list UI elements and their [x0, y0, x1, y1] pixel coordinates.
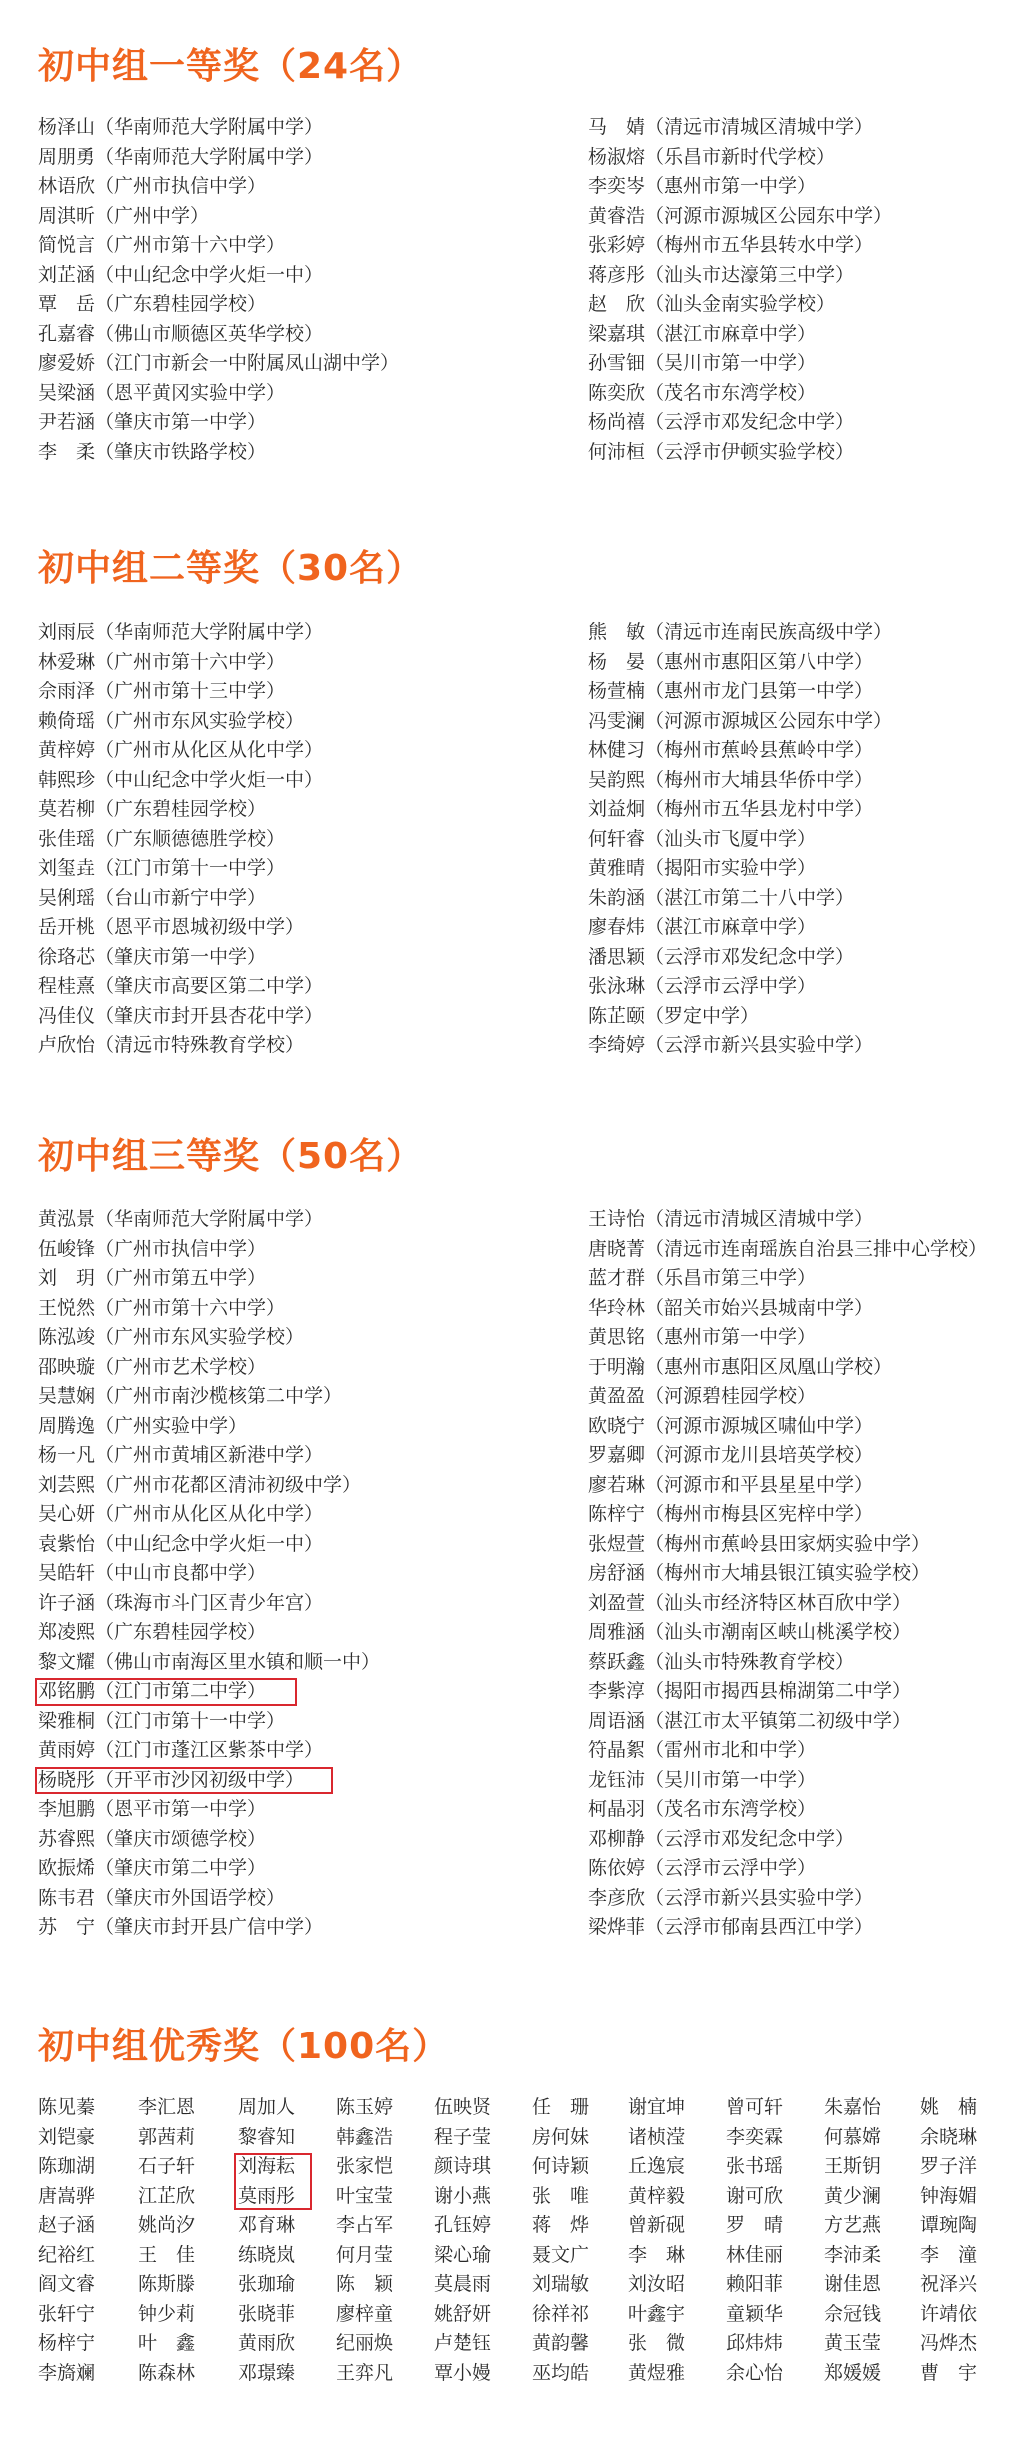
award-entry: 杨一凡（广州市黄埔区新港中学） — [38, 1444, 324, 1466]
name-cell: 叶 鑫 — [138, 2332, 196, 2354]
name-cell: 冯烨杰 — [920, 2332, 978, 2354]
name-row — [38, 2152, 1004, 2182]
award-entry: 孔嘉睿（佛山市顺德区英华学校） — [38, 322, 324, 345]
name-row — [38, 2182, 1004, 2212]
award-entry: 刘雨辰（华南师范大学附属中学） — [38, 621, 324, 643]
excellent-name-grid — [38, 2093, 1004, 2388]
name-cell: 唐嵩骅 — [38, 2184, 96, 2207]
name-cell: 练晓岚 — [238, 2243, 296, 2266]
name-cell: 林佳丽 — [726, 2243, 784, 2266]
name-cell: 黄雨欣 — [238, 2332, 296, 2354]
name-cell: 张家恺 — [336, 2155, 394, 2177]
award-entry: 华玲林（韶关市始兴县城南中学） — [588, 1296, 874, 1319]
name-cell: 佘冠钱 — [824, 2302, 882, 2325]
name-cell: 黄煜雅 — [628, 2361, 686, 2384]
name-cell: 莫晨雨 — [434, 2273, 492, 2295]
award-entry: 符晶絮（雷州市北和中学） — [588, 1739, 817, 1761]
award-entry: 刘玺垚（江门市第十一中学） — [38, 857, 286, 879]
name-cell: 卢楚钰 — [434, 2332, 492, 2354]
award-entry: 周淇昕（广州中学） — [38, 204, 210, 227]
award-entry: 张泳琳（云浮市云浮中学） — [588, 975, 817, 997]
award-entry: 刘盈萱（汕头市经济特区林百欣中学） — [588, 1591, 912, 1614]
name-cell: 韩鑫浩 — [336, 2125, 394, 2148]
award-entry: 李紫淳（揭阳市揭西县棉湖第二中学） — [588, 1680, 912, 1702]
award-entry: 李绮婷（云浮市新兴县实验中学） — [588, 1034, 874, 1056]
award-entry: 唐晓菁（清远市连南瑶族自治县三排中心学校） — [588, 1237, 988, 1260]
name-cell: 梁心瑜 — [434, 2243, 492, 2266]
award-entry: 林健习（梅州市蕉岭县蕉岭中学） — [588, 739, 874, 761]
award-entry: 陈韦君（肇庆市外国语学校） — [38, 1886, 286, 1909]
award-entry: 林语欣（广州市执信中学） — [38, 175, 267, 197]
award-entry: 冯雯澜（河源市源城区公园东中学） — [588, 709, 893, 732]
award-entry: 张彩婷（梅州市五华县转水中学） — [588, 234, 874, 256]
award-entry: 杨萱楠（惠州市龙门县第一中学） — [588, 680, 874, 702]
highlight-box — [234, 2153, 312, 2210]
name-cell: 巫均皓 — [532, 2361, 590, 2384]
award-entry: 王悦然（广州市第十六中学） — [38, 1296, 286, 1319]
award-entry: 欧振烯（肇庆市第二中学） — [38, 1857, 267, 1879]
award-entry: 尹若涵（肇庆市第一中学） — [38, 411, 267, 433]
award-entry: 李 柔（肇庆市铁路学校） — [38, 440, 267, 463]
award-entry: 房舒涵（梅州市大埔县银江镇实验学校） — [588, 1562, 931, 1584]
award-entry: 黄泓景（华南师范大学附属中学） — [38, 1208, 324, 1230]
name-cell: 任 珊 — [532, 2096, 590, 2118]
award-entry: 吴皓轩（中山市良都中学） — [38, 1562, 267, 1584]
name-cell: 姚舒妍 — [434, 2302, 492, 2325]
name-row — [38, 2241, 1004, 2271]
award-entry: 周朋勇（华南师范大学附属中学） — [38, 145, 324, 168]
award-entry: 覃 岳（广东碧桂园学校） — [38, 293, 267, 315]
award-entry: 梁烨菲（云浮市郁南县西江中学） — [588, 1916, 874, 1938]
section-title: 初中组一等奖（24名） — [38, 46, 424, 87]
award-column-right — [588, 113, 1028, 467]
award-column-right — [588, 1205, 1028, 1943]
award-entry: 蒋彦彤（汕头市达濠第三中学） — [588, 263, 855, 286]
name-cell: 王弈凡 — [336, 2361, 394, 2384]
name-cell: 陈 颖 — [336, 2273, 394, 2295]
name-cell: 莫雨彤 — [238, 2184, 296, 2207]
name-cell: 刘瑞敏 — [532, 2273, 590, 2295]
name-cell: 谢宜坤 — [628, 2096, 686, 2118]
name-row — [38, 2300, 1004, 2330]
name-cell: 张珈瑜 — [238, 2273, 296, 2295]
award-entry: 林爱琳（广州市第十六中学） — [38, 650, 286, 673]
name-cell: 陈斯滕 — [138, 2273, 196, 2295]
award-entry: 龙钰沛（吴川市第一中学） — [588, 1768, 817, 1791]
name-cell: 黄玉莹 — [824, 2332, 882, 2354]
name-cell: 陈森林 — [138, 2361, 196, 2384]
name-cell: 颜诗琪 — [434, 2155, 492, 2177]
award-entry: 李彦欣（云浮市新兴县实验中学） — [588, 1886, 874, 1909]
name-cell: 徐祥祁 — [532, 2302, 590, 2325]
award-entry: 苏睿熙（肇庆市颂德学校） — [38, 1827, 267, 1850]
award-entry: 熊 敏（清远市连南民族高级中学） — [588, 621, 893, 643]
award-entry: 吴韵熙（梅州市大埔县华侨中学） — [588, 768, 874, 791]
award-entry: 李旭鹏（恩平市第一中学） — [38, 1798, 267, 1820]
award-entry: 欧晓宁（河源市源城区啸仙中学） — [588, 1414, 874, 1437]
name-cell: 罗子洋 — [920, 2155, 978, 2177]
name-cell: 何诗颖 — [532, 2155, 590, 2177]
award-column-left — [38, 618, 578, 1061]
award-entry: 黄睿浩（河源市源城区公园东中学） — [588, 204, 893, 227]
award-entry: 吴俐瑶（台山市新宁中学） — [38, 886, 267, 909]
award-entry: 周腾逸（广州实验中学） — [38, 1414, 248, 1437]
name-cell: 廖梓童 — [336, 2302, 394, 2325]
name-cell: 王 佳 — [138, 2243, 196, 2266]
award-entry: 蔡跃鑫（汕头市特殊教育学校） — [588, 1650, 855, 1673]
name-cell: 孔钰婷 — [434, 2214, 492, 2236]
name-cell: 张 唯 — [532, 2184, 590, 2207]
award-column-left — [38, 1205, 578, 1943]
name-cell: 周加人 — [238, 2096, 296, 2118]
name-cell: 许靖依 — [920, 2302, 978, 2325]
name-cell: 黎睿知 — [238, 2125, 296, 2148]
name-cell: 曾可轩 — [726, 2096, 784, 2118]
name-cell: 刘汝昭 — [628, 2273, 686, 2295]
award-entry: 刘芷涵（中山纪念中学火炬一中） — [38, 263, 324, 286]
award-entry: 简悦言（广州市第十六中学） — [38, 234, 286, 256]
award-entry: 柯晶羽（茂名市东湾学校） — [588, 1798, 817, 1820]
name-row — [38, 2329, 1004, 2359]
award-entry: 马 婧（清远市清城区清城中学） — [588, 116, 874, 138]
name-cell: 李沛柔 — [824, 2243, 882, 2266]
award-entry: 吴梁涵（恩平黄冈实验中学） — [38, 381, 286, 404]
name-cell: 刘铠豪 — [38, 2125, 96, 2148]
award-entry: 何轩睿（汕头市飞厦中学） — [588, 827, 817, 850]
award-entry: 邓柳静（云浮市邓发纪念中学） — [588, 1827, 855, 1850]
award-entry: 梁雅桐（江门市第十一中学） — [38, 1709, 286, 1732]
section-title: 初中组优秀奖（100名） — [38, 2026, 450, 2067]
award-entry: 赖倚瑶（广州市东风实验学校） — [38, 709, 305, 732]
name-cell: 罗 晴 — [726, 2214, 784, 2236]
award-entry: 佘雨泽（广州市第十三中学） — [38, 680, 286, 702]
name-row — [38, 2359, 1004, 2389]
award-column-right — [588, 618, 1028, 1061]
award-entry: 陈依婷（云浮市云浮中学） — [588, 1857, 817, 1879]
name-cell: 王斯钥 — [824, 2155, 882, 2177]
name-cell: 杨梓宁 — [38, 2332, 96, 2354]
award-entry: 吴心妍（广州市从化区从化中学） — [38, 1503, 324, 1525]
name-cell: 江芷欣 — [138, 2184, 196, 2207]
award-entry: 罗嘉卿（河源市龙川县培英学校） — [588, 1444, 874, 1466]
section-title: 初中组三等奖（50名） — [38, 1136, 424, 1177]
name-cell: 姚 楠 — [920, 2096, 978, 2118]
name-cell: 谢小燕 — [434, 2184, 492, 2207]
name-row — [38, 2270, 1004, 2300]
name-cell: 程子莹 — [434, 2125, 492, 2148]
name-cell: 童颖华 — [726, 2302, 784, 2325]
award-entry: 黄盈盈（河源碧桂园学校） — [588, 1385, 817, 1407]
award-entry: 孙雪钿（吴川市第一中学） — [588, 352, 817, 374]
award-entry: 莫若柳（广东碧桂园学校） — [38, 798, 267, 820]
name-cell: 蒋 烨 — [532, 2214, 590, 2236]
award-entry: 伍峻锋（广州市执信中学） — [38, 1237, 267, 1260]
name-cell: 郑媛媛 — [824, 2361, 882, 2384]
award-entry: 廖春炜（湛江市麻章中学） — [588, 916, 817, 938]
name-cell: 赵子涵 — [38, 2214, 96, 2236]
award-entry: 李奕岑（惠州市第一中学） — [588, 175, 817, 197]
award-entry-highlighted: 邓铭鹏（江门市第二中学） — [38, 1677, 578, 1707]
name-cell: 余晓琳 — [920, 2125, 978, 2148]
name-cell: 聂文广 — [532, 2243, 590, 2266]
award-entry: 黄雨婷（江门市蓬江区紫茶中学） — [38, 1739, 324, 1761]
name-cell: 朱嘉怡 — [824, 2096, 882, 2118]
award-entry: 郑凌熙（广东碧桂园学校） — [38, 1621, 267, 1643]
award-entry: 廖若琳（河源市和平县星星中学） — [588, 1473, 874, 1496]
name-row — [38, 2211, 1004, 2241]
award-entry: 黄梓婷（广州市从化区从化中学） — [38, 739, 324, 761]
award-entry: 陈奕欣（茂名市东湾学校） — [588, 381, 817, 404]
award-entry: 何沛桓（云浮市伊顿实验学校） — [588, 440, 855, 463]
award-entry: 刘芸熙（广州市花都区清沛初级中学） — [38, 1473, 362, 1496]
name-cell: 房何妹 — [532, 2125, 590, 2148]
name-cell: 郭茜莉 — [138, 2125, 196, 2148]
award-entry: 赵 欣（汕头金南实验学校） — [588, 293, 836, 315]
name-cell: 曹 宇 — [920, 2361, 978, 2384]
name-cell: 黄韵馨 — [532, 2332, 590, 2354]
award-entry: 陈泓竣（广州市东风实验学校） — [38, 1326, 305, 1348]
name-cell: 黄梓毅 — [628, 2184, 686, 2207]
award-entry: 卢欣怡（清远市特殊教育学校） — [38, 1034, 305, 1056]
name-row — [38, 2123, 1004, 2153]
name-cell: 黄少澜 — [824, 2184, 882, 2207]
award-entry: 张佳瑶（广东顺德德胜学校） — [38, 827, 286, 850]
award-entry: 王诗怡（清远市清城区清城中学） — [588, 1208, 874, 1230]
name-cell: 赖阳菲 — [726, 2273, 784, 2295]
name-cell: 祝泽兴 — [920, 2273, 978, 2295]
award-entry: 梁嘉琪（湛江市麻章中学） — [588, 322, 817, 345]
name-row — [38, 2093, 1004, 2123]
award-entry: 黄雅晴（揭阳市实验中学） — [588, 857, 817, 879]
name-cell: 李汇恩 — [138, 2096, 196, 2118]
award-entry: 潘思颖（云浮市邓发纪念中学） — [588, 945, 855, 968]
name-cell: 张 微 — [628, 2332, 686, 2354]
name-cell: 阎文睿 — [38, 2273, 96, 2295]
name-cell: 陈见蓁 — [38, 2096, 96, 2118]
award-entry: 苏 宁（肇庆市封开县广信中学） — [38, 1916, 324, 1938]
award-entry-highlighted: 杨晓彤（开平市沙冈初级中学） — [38, 1766, 578, 1796]
name-cell: 张轩宁 — [38, 2302, 96, 2325]
name-cell: 何慕嫦 — [824, 2125, 882, 2148]
award-entry: 杨淑熔（乐昌市新时代学校） — [588, 145, 836, 168]
name-cell: 陈玉婷 — [336, 2096, 394, 2118]
award-entry: 朱韵涵（湛江市第二十八中学） — [588, 886, 855, 909]
name-cell: 李 琳 — [628, 2243, 686, 2266]
name-cell: 邓育琳 — [238, 2214, 296, 2236]
name-cell: 诸桢滢 — [628, 2125, 686, 2148]
name-cell: 覃小嫚 — [434, 2361, 492, 2384]
name-cell: 张晓菲 — [238, 2302, 296, 2325]
award-entry: 张煜萱（梅州市蕉岭县田家炳实验中学） — [588, 1532, 931, 1555]
award-entry: 许子涵（珠海市斗门区青少年宫） — [38, 1591, 324, 1614]
award-entry: 岳开桃（恩平市恩城初级中学） — [38, 916, 305, 938]
name-cell: 邱炜炜 — [726, 2332, 784, 2354]
award-entry: 袁紫怡（中山纪念中学火炬一中） — [38, 1532, 324, 1555]
name-cell: 谢佳恩 — [824, 2273, 882, 2295]
name-cell: 李 潼 — [920, 2243, 978, 2266]
award-entry: 韩熙珍（中山纪念中学火炬一中） — [38, 768, 324, 791]
award-entry: 杨 晏（惠州市惠阳区第八中学） — [588, 650, 874, 673]
name-cell: 刘海耘 — [238, 2155, 296, 2177]
award-entry: 徐珞芯（肇庆市第一中学） — [38, 945, 267, 968]
name-cell: 谭琬陶 — [920, 2214, 978, 2236]
name-cell: 丘逸宸 — [628, 2155, 686, 2177]
name-cell: 谢可欣 — [726, 2184, 784, 2207]
name-cell: 何月莹 — [336, 2243, 394, 2266]
award-entry: 杨泽山（华南师范大学附属中学） — [38, 116, 324, 138]
award-entry: 周语涵（湛江市太平镇第二初级中学） — [588, 1709, 912, 1732]
name-cell: 方艺燕 — [824, 2214, 882, 2236]
name-cell: 李奕霖 — [726, 2125, 784, 2148]
award-column-left — [38, 113, 578, 467]
award-entry: 蓝才群（乐昌市第三中学） — [588, 1267, 817, 1289]
award-entry: 吴慧娴（广州市南沙榄核第二中学） — [38, 1385, 343, 1407]
award-entry: 程桂熹（肇庆市高要区第二中学） — [38, 975, 324, 997]
name-cell: 张书瑶 — [726, 2155, 784, 2177]
award-entry: 刘 玥（广州市第五中学） — [38, 1267, 267, 1289]
award-entry: 陈梓宁（梅州市梅县区宪梓中学） — [588, 1503, 874, 1525]
name-cell: 钟海媚 — [920, 2184, 978, 2207]
name-cell: 邓璟臻 — [238, 2361, 296, 2384]
name-cell: 余心怡 — [726, 2361, 784, 2384]
name-cell: 纪丽焕 — [336, 2332, 394, 2354]
name-cell: 伍映贤 — [434, 2096, 492, 2118]
award-entry: 黎文耀（佛山市南海区里水镇和顺一中） — [38, 1650, 381, 1673]
award-entry: 陈芷颐（罗定中学） — [588, 1004, 760, 1027]
section-title: 初中组二等奖（30名） — [38, 548, 424, 589]
name-cell: 姚尚汐 — [138, 2214, 196, 2236]
name-cell: 叶宝莹 — [336, 2184, 394, 2207]
award-entry: 杨尚禧（云浮市邓发纪念中学） — [588, 411, 855, 433]
award-entry: 邵映璇（广州市艺术学校） — [38, 1355, 267, 1378]
award-entry: 于明瀚（惠州市惠阳区凤凰山学校） — [588, 1355, 893, 1378]
name-cell: 陈珈湖 — [38, 2155, 96, 2177]
name-cell: 钟少莉 — [138, 2302, 196, 2325]
award-entry: 廖爱娇（江门市新会一中附属凤山湖中学） — [38, 352, 400, 374]
name-cell: 李占军 — [336, 2214, 394, 2236]
name-cell: 纪裕红 — [38, 2243, 96, 2266]
award-entry: 黄思铭（惠州市第一中学） — [588, 1326, 817, 1348]
award-entry: 冯佳仪（肇庆市封开县杏花中学） — [38, 1004, 324, 1027]
name-cell: 李旖斓 — [38, 2361, 96, 2384]
name-cell: 叶鑫宇 — [628, 2302, 686, 2325]
name-cell: 石子轩 — [138, 2155, 196, 2177]
award-entry: 刘益炯（梅州市五华县龙村中学） — [588, 798, 874, 820]
name-cell: 曾新砚 — [628, 2214, 686, 2236]
award-entry: 周雅涵（汕头市潮南区峡山桃溪学校） — [588, 1621, 912, 1643]
